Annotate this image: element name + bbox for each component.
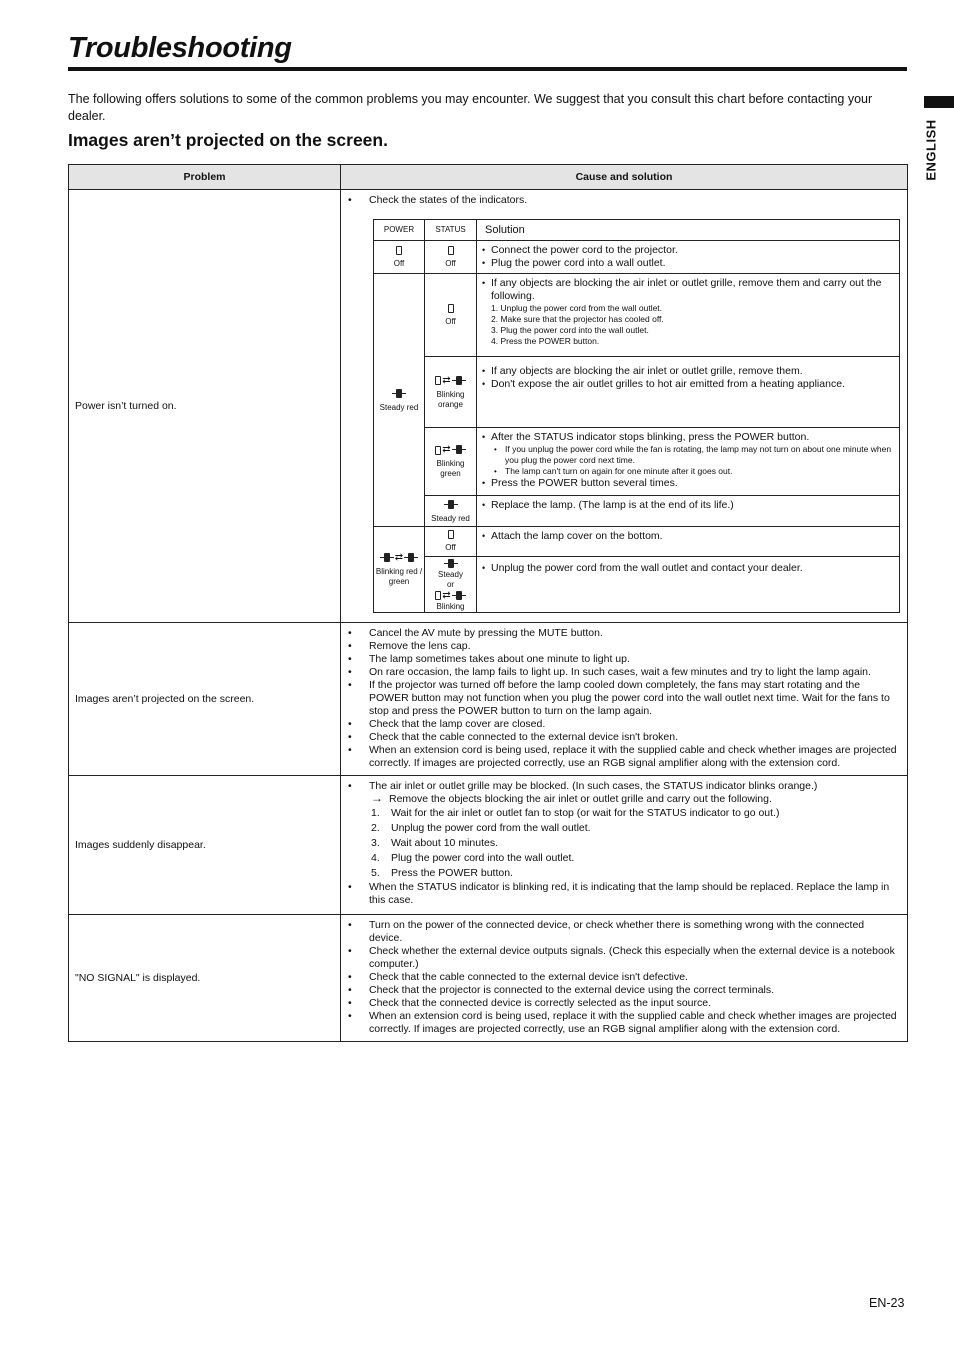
status-indicator-cell: Steady or ⇄ Blinking [425,557,477,613]
list-item: • Check that the cable connected to the external device isn't defective. [345,971,899,984]
list-item: • When the STATUS indicator is blinking red, it is indicating that the lamp should be replaced. Replace the lamp in this case. [345,881,899,907]
cause-cell [341,776,908,915]
list-item: 4. Plug the power cord into the wall outlet. [371,852,575,864]
list-item: • The lamp sometimes takes about one minute to light up. [345,653,899,666]
indicator-row [374,527,900,557]
intro-paragraph: The following offers solutions to some of the common problems you may encounter. We suggest that you consult this chart before contacting your dealer. [68,92,873,123]
language-tab-marker [924,96,954,108]
lamp-off-icon [435,376,441,385]
alternating-arrows-icon: ⇄ [442,589,451,601]
lamp-off-icon [435,446,441,455]
solution-cell: • Attach the lamp cover on the bottom. [477,527,900,557]
list-item: • Check that the projector is connected to the external device using the correct terminals. [345,984,899,997]
list-item: • Check whether the external device outputs signals. (Check this especially when the external device is a notebook computer.) [345,945,899,971]
solution-cell: • After the STATUS indicator stops blinking, press the POWER button. • If you unplug the power cord while the fan is rotating, the lamp may not turn on about one minute when you plug the power cord next time. • The lamp can't turn on again for one minute after it goes out. • Press the POWER button several times. [477,428,900,496]
alternating-arrows-icon: ⇄ [442,374,451,386]
table-row [69,776,908,915]
lamp-off-icon [448,246,454,255]
lamp-off-icon [448,530,454,539]
status-indicator-cell: Off [425,241,477,274]
page-title: Troubleshooting [68,32,292,64]
indicator-header-row [374,220,900,241]
status-indicator-cell: ⇄ Blinking green [425,428,477,496]
cause-cell [341,190,908,623]
solution-cell: • If any objects are blocking the air inlet or outlet grille, remove them. • Don't expose the air outlet grilles to hot air emitted from a heating appliance. [477,357,900,428]
indicator-table [373,219,900,613]
list-item: • The air inlet or outlet grille may be blocked. (In such cases, the STATUS indicator blinks orange.) [345,780,899,793]
status-indicator-cell: Steady red [425,496,477,527]
indicator-row [374,496,900,527]
status-indicator-cell: Off [425,527,477,557]
indicator-row [374,357,900,428]
power-indicator-cell: Off [374,241,425,274]
table-header-row [69,165,908,190]
arrow-instruction: → Remove the objects blocking the air inlet or outlet grille and carry out the following. [371,791,772,805]
status-indicator-cell: Off [425,274,477,357]
indicator-row [374,274,900,357]
indicator-header-solution: Solution [477,220,900,241]
list-item: • On rare occasion, the lamp fails to light up. In such cases, wait a few minutes and try to light the lamp again. [345,666,899,679]
list-item: • If the projector was turned off before the lamp cooled down completely, the fans may start rotating and the POWER button may not function when you plug the power cord into the wall outlet next time. Wait for the fans to stop and press the POWER button to turn on the lamp again. [345,679,899,718]
lamp-on-icon [444,558,458,570]
list-item: • When an extension cord is being used, replace it with the supplied cable and check whether images are projected correctly. If images are projected correctly, use an RGB signal amplifier along with the extension cord. [345,1010,899,1036]
list-item: • Cancel the AV mute by pressing the MUTE button. [345,627,899,640]
problem-cell: Images suddenly disappear. [69,776,341,915]
lamp-off-icon [448,304,454,313]
header-problem: Problem [69,165,341,190]
list-item: • Check that the connected device is correctly selected as the input source. [345,997,899,1010]
problem-cell: Images aren’t projected on the screen. [69,623,341,776]
cause-cell [341,623,908,776]
problem-cell: Power isn’t turned on. [69,190,341,623]
lamp-on-icon [380,552,394,564]
alternating-arrows-icon: ⇄ [394,552,404,563]
power-indicator-cell: ⇄ Blinking red / green [374,527,425,613]
arrow-right-icon: → [371,791,383,805]
troubleshooting-table [68,164,908,1042]
lamp-on-icon [452,444,466,456]
indicator-row [374,241,900,274]
lamp-on-icon [404,552,418,564]
lamp-on-icon [452,590,466,602]
table-row [69,190,908,623]
table-row [69,623,908,776]
solution-cell: • Unplug the power cord from the wall outlet and contact your dealer. [477,557,900,613]
list-item: • Turn on the power of the connected device, or check whether there is something wrong with the connected device. [345,919,899,945]
list-item: • Check the states of the indicators. [345,194,899,207]
table-row [69,915,908,1042]
list-item: • When an extension cord is being used, replace it with the supplied cable and check whether images are projected correctly. If images are projected correctly, use an RGB signal amplifier along with the extension cord. [345,744,899,770]
cause-cell [341,915,908,1042]
list-item: • Check that the cable connected to the external device isn't broken. [345,731,899,744]
power-indicator-cell: Steady red [374,274,425,527]
lamp-off-icon [396,246,402,255]
problem-cell: "NO SIGNAL" is displayed. [69,915,341,1042]
title-rule [68,67,907,71]
lamp-off-icon [435,591,441,600]
status-indicator-cell: ⇄ Blinking orange [425,357,477,428]
language-label: ENGLISH [923,119,939,181]
indicator-row [374,428,900,496]
lamp-on-icon [452,375,466,387]
indicator-row [374,557,900,613]
indicator-header-power: POWER [374,220,425,241]
list-item: 2. Unplug the power cord from the wall outlet. [371,822,591,834]
lamp-on-icon [392,388,406,400]
list-item: • Check that the lamp cover are closed. [345,718,899,731]
lamp-on-icon [444,499,458,511]
indicator-header-status: STATUS [425,220,477,241]
solution-cell: • Replace the lamp. (The lamp is at the end of its life.) [477,496,900,527]
page-number: EN-23 [869,1296,905,1310]
header-cause-solution: Cause and solution [341,165,908,190]
list-item: 3. Wait about 10 minutes. [371,837,498,849]
list-item: • Remove the lens cap. [345,640,899,653]
alternating-arrows-icon: ⇄ [442,444,451,455]
list-item: 1. Wait for the air inlet or outlet fan to stop (or wait for the STATUS indicator to go out.) [371,807,780,819]
solution-cell: • If any objects are blocking the air inlet or outlet grille, remove them and carry out the following. 1. Unplug the power cord from the wall outlet. 2. Make sure that the projector has cooled off. 3. Plug the power cord into the wall outlet. 4. Press the POWER button. [477,274,900,357]
solution-cell: • Connect the power cord to the projector. • Plug the power cord into a wall outlet. [477,241,900,274]
list-item: 5. Press the POWER button. [371,867,513,879]
section-heading: Images aren’t projected on the screen. [68,130,388,150]
